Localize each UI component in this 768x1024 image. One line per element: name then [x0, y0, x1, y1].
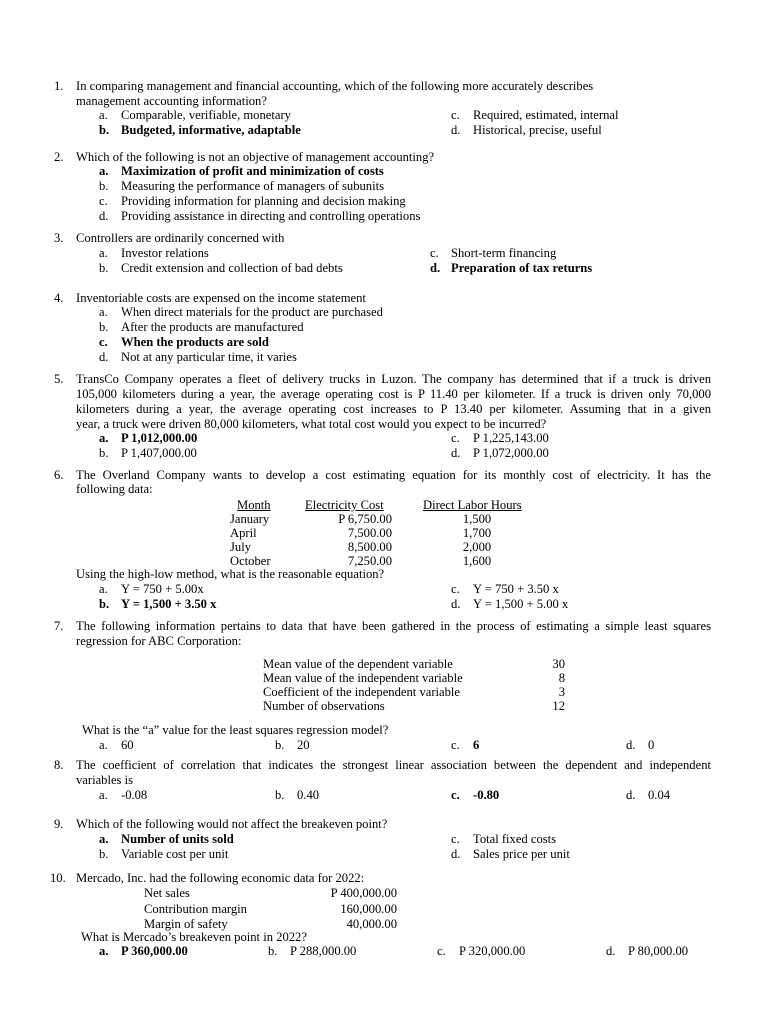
stat-value: 3	[558, 685, 565, 699]
q9-number: 9.	[54, 817, 64, 831]
q10-option-c: P 320,000.00	[459, 944, 526, 958]
q7-option-b-letter: b.	[275, 738, 285, 752]
stat-value: 30	[552, 657, 565, 671]
table-cell-cost: 7,250.00	[347, 554, 392, 568]
q7-option-c-letter: c.	[451, 738, 460, 752]
q1-option-d-letter: d.	[451, 123, 461, 137]
q3-option-c-letter: c.	[430, 246, 439, 260]
q6-option-a: Y = 750 + 5.00x	[121, 582, 204, 596]
q10-option-a-letter: a.	[99, 944, 109, 958]
q3-option-b-letter: b.	[99, 261, 109, 275]
q8-option-a-letter: a.	[99, 788, 108, 802]
q7-option-d-letter: d.	[626, 738, 636, 752]
table-header-electricity-cost: Electricity Cost	[305, 498, 384, 512]
q2-text-line-1: Which of the following is not an objective of management accounting?	[76, 150, 435, 164]
q4-option-a: When direct materials for the product are purchased	[121, 305, 383, 319]
q8-option-b-letter: b.	[275, 788, 285, 802]
q1-option-b-answer: Budgeted, informative, adaptable	[121, 123, 301, 137]
q8-option-a: -0.08	[121, 788, 148, 802]
table-cell-hours: 1,500	[462, 512, 492, 526]
stat-value: 8	[558, 671, 565, 685]
q1-text-line-1: In comparing management and financial accounting, which of the following more accurately describes	[76, 79, 594, 93]
q8-option-d: 0.04	[648, 788, 671, 802]
q1-option-c: Required, estimated, internal	[473, 108, 619, 122]
q1-option-b-letter: b.	[99, 123, 110, 137]
q9-option-d: Sales price per unit	[473, 847, 570, 861]
q2-option-a-letter: a.	[99, 164, 109, 178]
table-cell-cost: P 6,750.00	[338, 512, 392, 526]
q9-option-b: Variable cost per unit	[121, 847, 229, 861]
stat-value: 12	[552, 699, 565, 713]
q3-option-c: Short-term financing	[451, 246, 557, 260]
q4-option-d-letter: d.	[99, 350, 109, 364]
table-cell-month: July	[230, 540, 251, 554]
table-header-month: Month	[237, 498, 271, 512]
table-cell-cost: 8,500.00	[347, 540, 392, 554]
q6-option-a-letter: a.	[99, 582, 108, 596]
q7-option-c-answer: 6	[473, 738, 480, 752]
q7-text-line-3: What is the “a” value for the least squares regression model?	[82, 723, 389, 737]
q4-option-a-letter: a.	[99, 305, 108, 319]
q6-option-d-letter: d.	[451, 597, 461, 611]
q3-number: 3.	[54, 231, 64, 245]
q8-option-c-letter: c.	[451, 788, 460, 802]
q8-text-line-1: The coefficient of correlation that indicates the strongest linear association between the dependent and independent	[76, 758, 711, 772]
q10-option-c-letter: c.	[437, 944, 446, 958]
q4-option-b-letter: b.	[99, 320, 109, 334]
q9-option-a-letter: a.	[99, 832, 109, 846]
stat-label: Number of observations	[263, 699, 385, 713]
economic-item-value: 40,000.00	[346, 917, 397, 931]
stat-label: Mean value of the dependent variable	[263, 657, 453, 671]
q6-option-c: Y = 750 + 3.50 x	[473, 582, 559, 596]
q9-option-a-answer: Number of units sold	[121, 832, 234, 846]
q4-option-d: Not at any particular time, it varies	[121, 350, 297, 364]
q5-text-line-2: 105,000 kilometers during a year, the average operating cost is P 11.40 per kilometer. If a truck is driven only 70,000	[76, 387, 711, 401]
q3-option-d-letter: d.	[430, 261, 441, 275]
q6-option-c-letter: c.	[451, 582, 460, 596]
q6-option-d: Y = 1,500 + 5.00 x	[473, 597, 569, 611]
q3-option-a-letter: a.	[99, 246, 108, 260]
table-cell-hours: 2,000	[462, 540, 492, 554]
economic-item-label: Margin of safety	[144, 917, 228, 931]
q8-option-c-answer: -0.80	[473, 788, 500, 802]
q6-text-line-3: Using the high-low method, what is the reasonable equation?	[76, 567, 385, 581]
q7-option-a: 60	[121, 738, 134, 752]
q5-number: 5.	[54, 372, 64, 386]
q8-text-line-2: variables is	[76, 773, 134, 787]
q5-option-a-letter: a.	[99, 431, 109, 445]
q7-text-line-1: The following information pertains to data that have been gathered in the process of estimating a simple least squares	[76, 619, 711, 633]
q10-option-d: P 80,000.00	[628, 944, 689, 958]
q2-option-a-answer: Maximization of profit and minimization of costs	[121, 164, 384, 178]
q9-option-c: Total fixed costs	[473, 832, 557, 846]
q5-option-d: P 1,072,000.00	[473, 446, 549, 460]
q3-option-d-answer: Preparation of tax returns	[451, 261, 593, 275]
q3-option-b: Credit extension and collection of bad debts	[121, 261, 343, 275]
q10-option-d-letter: d.	[606, 944, 616, 958]
q5-text-line-3: kilometers during a year, the average operating cost increases to P 13.40 per kilometer. Assuming that in a given	[76, 402, 711, 416]
q4-option-b: After the products are manufactured	[121, 320, 304, 334]
table-cell-hours: 1,700	[462, 526, 492, 540]
q10-text-line-2: What is Mercado’s breakeven point in 2022?	[81, 930, 307, 944]
q3-text-line-1: Controllers are ordinarily concerned with	[76, 231, 285, 245]
economic-item-label: Contribution margin	[144, 902, 247, 916]
q7-option-b: 20	[297, 738, 310, 752]
q6-text-line-1: The Overland Company wants to develop a cost estimating equation for its monthly cost of electricity. It has the	[76, 468, 711, 482]
economic-item-label: Net sales	[144, 886, 190, 900]
q6-option-b-letter: b.	[99, 597, 110, 611]
q2-option-c: Providing information for planning and decision making	[121, 194, 406, 208]
q5-option-b-letter: b.	[99, 446, 109, 460]
q7-option-a-letter: a.	[99, 738, 108, 752]
table-cell-month: January	[230, 512, 270, 526]
q2-option-d-letter: d.	[99, 209, 109, 223]
q8-option-d-letter: d.	[626, 788, 636, 802]
q5-option-c-letter: c.	[451, 431, 460, 445]
q2-option-b-letter: b.	[99, 179, 109, 193]
q3-option-a: Investor relations	[121, 246, 209, 260]
q4-text-line-1: Inventoriable costs are expensed on the income statement	[76, 291, 366, 305]
q1-option-c-letter: c.	[451, 108, 460, 122]
q5-text-line-4: year, a truck were driven 80,000 kilometers, what total cost would you expect to be incurred?	[76, 417, 547, 431]
q9-option-d-letter: d.	[451, 847, 461, 861]
q9-option-c-letter: c.	[451, 832, 460, 846]
q10-text-line-1: Mercado, Inc. had the following economic data for 2022:	[76, 871, 365, 885]
table-cell-cost: 7,500.00	[347, 526, 392, 540]
q1-option-a-letter: a.	[99, 108, 108, 122]
q5-option-a-answer: P 1,012,000.00	[121, 431, 198, 445]
q10-option-a-answer: P 360,000.00	[121, 944, 188, 958]
q10-number: 10.	[50, 871, 66, 885]
q5-option-c: P 1,225,143.00	[473, 431, 549, 445]
stat-label: Mean value of the independent variable	[263, 671, 463, 685]
q9-text-line-1: Which of the following would not affect the breakeven point?	[76, 817, 388, 831]
q4-option-c-answer: When the products are sold	[121, 335, 269, 349]
q7-text-line-2: regression for ABC Corporation:	[76, 634, 242, 648]
q5-option-b: P 1,407,000.00	[121, 446, 197, 460]
q6-option-b-answer: Y = 1,500 + 3.50 x	[121, 597, 217, 611]
table-cell-month: April	[230, 526, 257, 540]
table-header-direct-labor-hours: Direct Labor Hours	[423, 498, 522, 512]
q4-option-c-letter: c.	[99, 335, 108, 349]
q2-option-d: Providing assistance in directing and controlling operations	[121, 209, 421, 223]
q1-option-d: Historical, precise, useful	[473, 123, 602, 137]
q2-option-b: Measuring the performance of managers of subunits	[121, 179, 384, 193]
q7-number: 7.	[54, 619, 64, 633]
q8-number: 8.	[54, 758, 64, 772]
q2-number: 2.	[54, 150, 64, 164]
economic-item-value: 160,000.00	[340, 902, 397, 916]
q6-number: 6.	[54, 468, 64, 482]
q9-option-b-letter: b.	[99, 847, 109, 861]
q1-text-line-2: management accounting information?	[76, 94, 267, 108]
economic-item-value: P 400,000.00	[330, 886, 397, 900]
q8-option-b: 0.40	[297, 788, 320, 802]
stat-label: Coefficient of the independent variable	[263, 685, 460, 699]
table-cell-hours: 1,600	[462, 554, 492, 568]
q10-option-b-letter: b.	[268, 944, 278, 958]
q10-option-b: P 288,000.00	[290, 944, 357, 958]
q5-option-d-letter: d.	[451, 446, 461, 460]
q5-text-line-1: TransCo Company operates a fleet of delivery trucks in Luzon. The company has determined that if a truck is driven	[76, 372, 711, 386]
table-cell-month: October	[230, 554, 271, 568]
q6-text-line-2: following data:	[76, 482, 153, 496]
q2-option-c-letter: c.	[99, 194, 108, 208]
q1-number: 1.	[54, 79, 64, 93]
q4-number: 4.	[54, 291, 64, 305]
q1-option-a: Comparable, verifiable, monetary	[121, 108, 291, 122]
q7-option-d: 0	[648, 738, 655, 752]
